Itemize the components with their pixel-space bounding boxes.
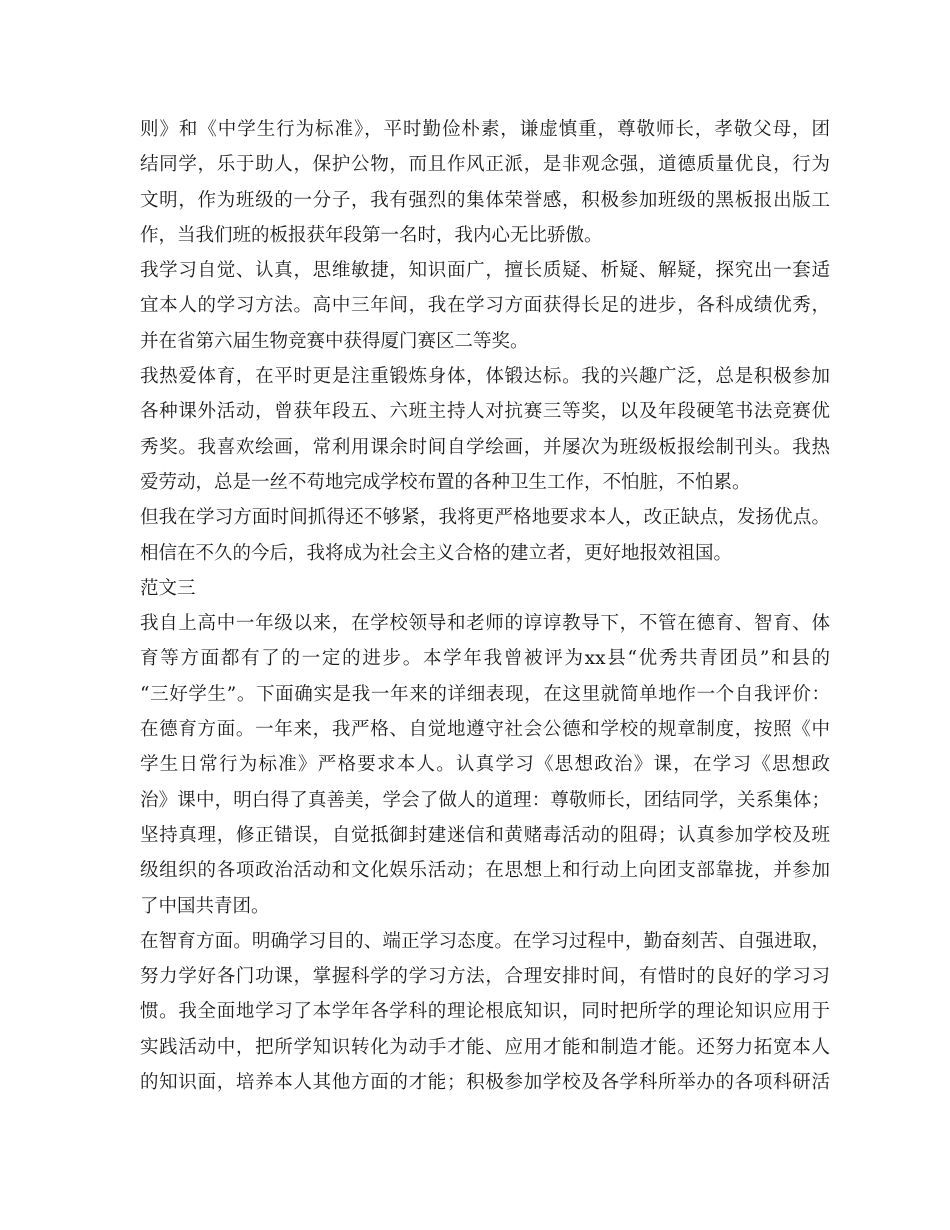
- text-line: 我热爱体育，在平时更是注重锻炼身体，体锻达标。我的兴趣广泛，总是积极参加: [140, 366, 830, 388]
- text-line: 我学习自觉、认真，思维敏捷，知识面广，擅长质疑、析疑、解疑，探究出一套适: [140, 260, 830, 282]
- text-line: 努力学好各门功课，掌握科学的学习方法，合理安排时间，有惜时的良好的学习习: [140, 966, 830, 988]
- text-line: 各种课外活动，曾获年段五、六班主持人对抗赛三等奖，以及年段硬笔书法竞赛优: [140, 401, 830, 423]
- text-line: 宜本人的学习方法。高中三年间，我在学习方面获得长足的进步，各科成绩优秀，: [140, 295, 830, 317]
- text-line: 的知识面，培养本人其他方面的才能；积极参加学校及各学科所举办的各项科研活: [140, 1072, 830, 1094]
- text-line: 则》和《中学生行为标准》，平时勤俭朴素，谦虚慎重，尊敬师长，孝敬父母，团: [140, 119, 830, 140]
- text-line: 育等方面都有了的一定的进步。本学年我曾被评为xx县“优秀共青团员”和县的: [140, 648, 830, 670]
- text-line: 秀奖。我喜欢绘画，常利用课余时间自学绘画，并屡次为班级板报绘制刊头。我热: [140, 436, 830, 458]
- text-line: 级组织的各项政治活动和文化娱乐活动；在思想上和行动上向团支部靠拢，并参加: [140, 860, 830, 882]
- text-line: 作，当我们班的板报获年段第一名时，我内心无比骄傲。: [140, 224, 603, 246]
- text-line: 坚持真理，修正错误，自觉抵御封建迷信和黄赌毒活动的阻碍；认真参加学校及班: [140, 824, 830, 846]
- document-body: [140, 112, 830, 1100]
- text-line: 爱劳动，总是一丝不苟地完成学校布置的各种卫生工作，不怕脏，不怕累。: [140, 471, 751, 493]
- text-line: 学生日常行为标准》严格要求本人。认真学习《思想政治》课，在学习《思想政: [140, 754, 830, 776]
- text-line: 并在省第六届生物竞赛中获得厦门赛区二等奖。: [140, 330, 529, 352]
- text-line: 了中国共青团。: [140, 895, 270, 917]
- text-line: 文明，作为班级的一分子，我有强烈的集体荣誉感，积极参加班级的黑板报出版工: [140, 189, 830, 211]
- text-line: 实践活动中，把所学知识转化为动手才能、应用才能和制造才能。还努力拓宽本人: [140, 1036, 830, 1058]
- text-line: 惯。我全面地学习了本学年各学科的理论根底知识，同时把所学的理论知识应用于: [140, 1001, 830, 1023]
- text-line: “三好学生”。下面确实是我一年来的详细表现，在这里就简单地作一个自我评价：: [140, 683, 830, 705]
- text-line: 但我在学习方面时间抓得还不够紧，我将更严格地要求本人，改正缺点，发扬优点。: [140, 507, 830, 529]
- text-line: 治》课中，明白得了真善美，学会了做人的道理：尊敬师长，团结同学，关系集体；: [140, 789, 830, 811]
- text-line: 我自上高中一年级以来，在学校领导和老师的谆谆教导下，不管在德育、智育、体: [140, 613, 830, 635]
- text-line: 范文三: [140, 577, 196, 599]
- text-line: 在智育方面。明确学习目的、端正学习态度。在学习过程中，勤奋刻苦、自强进取，: [140, 930, 830, 952]
- text-line: 相信在不久的今后，我将成为社会主义合格的建立者，更好地报效祖国。: [140, 542, 733, 564]
- text-line: 结同学，乐于助人，保护公物，而且作风正派，是非观念强，道德质量优良，行为: [140, 154, 830, 176]
- text-line: 在德育方面。一年来，我严格、自觉地遵守社会公德和学校的规章制度，按照《中: [140, 719, 830, 741]
